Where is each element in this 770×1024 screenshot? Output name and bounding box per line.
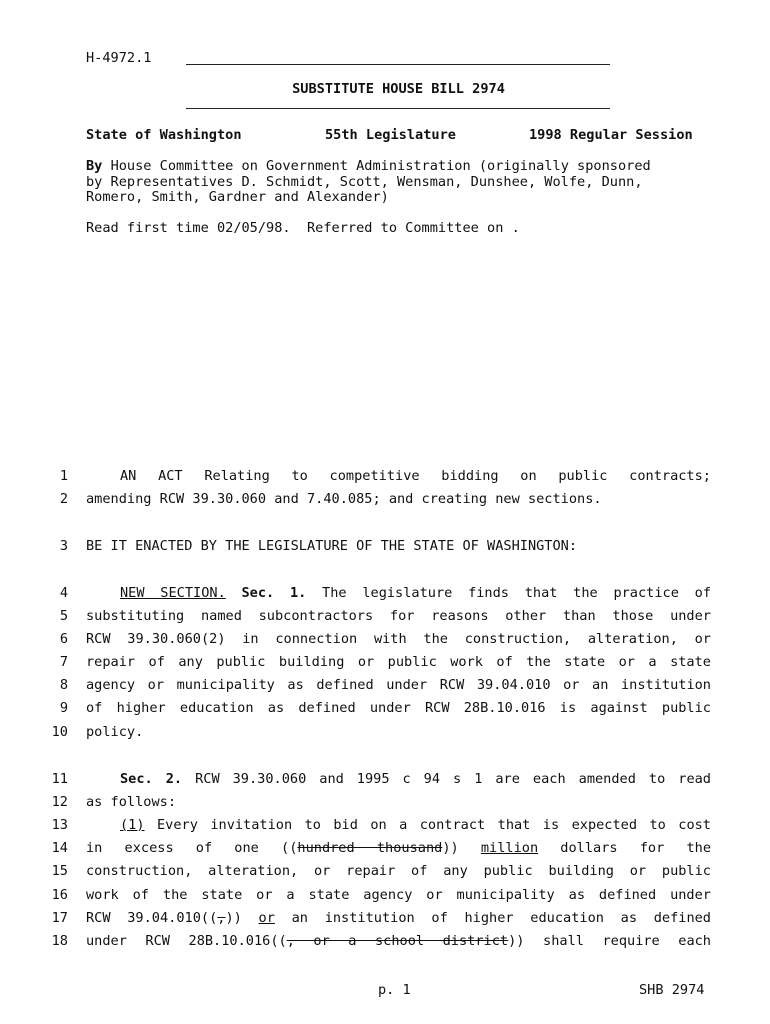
sponsor-line-3: Romero, Smith, Gardner and Alexander) xyxy=(86,189,389,205)
body-line-8: agency or municipality as defined under RCW 39.04.010 or an institution xyxy=(86,677,711,693)
sponsor-line-2: by Representatives D. Schmidt, Scott, Wensman, Dunshee, Wolfe, Dunn, xyxy=(86,174,643,190)
line-number: 10 xyxy=(51,724,68,740)
body-line-7: repair of any public building or public work of the state or a state xyxy=(86,654,711,670)
page-number: p. 1 xyxy=(378,982,411,998)
line-number: 9 xyxy=(59,700,68,716)
new-section-marker: NEW SECTION. xyxy=(120,585,226,601)
inserted-text: million xyxy=(480,840,539,856)
session-label: 1998 Regular Session xyxy=(529,127,693,143)
body-line-18-c: shall require each xyxy=(543,933,711,949)
deleted-text: hundred thousand xyxy=(297,840,443,856)
body-line-9: of higher education as defined under RCW 28B.10.016 is against public xyxy=(86,700,711,716)
inserted-text: or xyxy=(258,910,275,926)
body-line-12: as follows: xyxy=(86,794,177,810)
document-id: H-4972.1 xyxy=(86,50,152,66)
line-number: 12 xyxy=(51,794,68,810)
line-number: 13 xyxy=(51,817,68,833)
line-number: 2 xyxy=(59,491,68,507)
read-first-time: Read first time 02/05/98. Referred to Committee on . xyxy=(86,220,520,236)
line-number: 8 xyxy=(59,677,68,693)
body-line-15: construction, alteration, or repair of any public building or public xyxy=(86,863,711,879)
body-line-11 xyxy=(86,771,711,787)
line-number: 3 xyxy=(59,538,68,554)
body-line-4-text: The legislature finds that the practice of xyxy=(322,585,712,601)
body-line-14-b: )) xyxy=(442,840,459,856)
bill-title: SUBSTITUTE HOUSE BILL 2974 xyxy=(292,81,505,97)
by-label: By xyxy=(86,158,103,174)
line-number: 1 xyxy=(59,468,68,484)
body-line-18-b: )) xyxy=(508,933,525,949)
enacting-clause: BE IT ENACTED BY THE LEGISLATURE OF THE STATE OF WASHINGTON: xyxy=(86,538,578,554)
body-line-14-a: in excess of one (( xyxy=(86,840,298,856)
body-line-1: AN ACT Relating to competitive bidding on public contracts; xyxy=(120,468,711,484)
line-number: 17 xyxy=(51,910,68,926)
body-line-13-text: Every invitation to bid on a contract that is expected to cost xyxy=(156,817,711,833)
body-line-17-b: )) xyxy=(225,910,242,926)
line-number: 5 xyxy=(59,608,68,624)
body-line-5: substituting named subcontractors for reasons other than those under xyxy=(86,608,711,624)
body-line-18 xyxy=(86,933,711,949)
line-number: 15 xyxy=(51,863,68,879)
section-1-heading: Sec. 1. xyxy=(241,585,307,601)
line-number: 7 xyxy=(59,654,68,670)
sponsor-text-1: House Committee on Government Administration (originally sponsored xyxy=(110,158,651,174)
deleted-text: , xyxy=(217,910,226,926)
body-line-14-c: dollars for the xyxy=(560,840,711,856)
line-number: 6 xyxy=(59,631,68,647)
sponsor-line-1 xyxy=(86,158,651,174)
body-line-11-text: RCW 39.30.060 and 1995 c 94 s 1 are each amended to read xyxy=(195,771,711,787)
bill-short-id: SHB 2974 xyxy=(639,982,705,998)
deleted-text: , or a school district xyxy=(286,933,509,949)
header-rule-bottom xyxy=(186,108,610,109)
section-2-heading: Sec. 2. xyxy=(120,771,183,787)
body-line-18-a: under RCW 28B.10.016(( xyxy=(86,933,287,949)
line-number: 4 xyxy=(59,585,68,601)
body-line-17-c: an institution of higher education as defined xyxy=(291,910,711,926)
body-line-10: policy. xyxy=(86,724,144,740)
line-number: 14 xyxy=(51,840,68,856)
body-line-16: work of the state or a state agency or municipality as defined under xyxy=(86,887,711,903)
body-line-17 xyxy=(86,910,711,926)
body-line-4 xyxy=(86,585,711,601)
body-line-13 xyxy=(86,817,711,833)
inserted-text: (1) xyxy=(120,817,145,833)
legislature-label: 55th Legislature xyxy=(325,127,456,143)
header-rule-top xyxy=(186,64,610,65)
body-line-6: RCW 39.30.060(2) in connection with the construction, alteration, or xyxy=(86,631,711,647)
line-number: 18 xyxy=(51,933,68,949)
state-label: State of Washington xyxy=(86,127,242,143)
body-line-2: amending RCW 39.30.060 and 7.40.085; and creating new sections. xyxy=(86,491,602,507)
body-line-17-a: RCW 39.04.010(( xyxy=(86,910,218,926)
line-number: 16 xyxy=(51,887,68,903)
line-number: 11 xyxy=(51,771,68,787)
body-line-14 xyxy=(86,840,711,856)
